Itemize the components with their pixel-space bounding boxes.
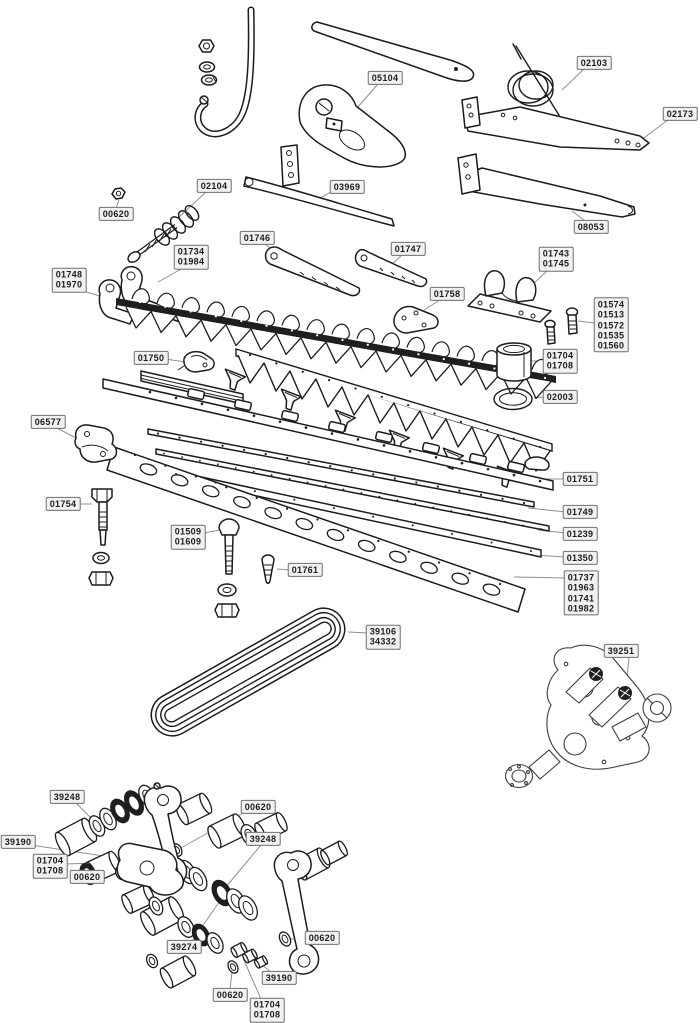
part-label-02003: 02003 (543, 390, 578, 404)
part-label-01350: 01350 (563, 551, 598, 565)
part-label-01749: 01749 (563, 505, 598, 519)
part-label-01509-01609: 01509 01609 (171, 525, 206, 550)
part-label-01239: 01239 (563, 527, 598, 541)
bushing-drawing (497, 343, 531, 381)
part-label-01761: 01761 (288, 563, 323, 577)
inner-shoe-drawing (299, 85, 405, 167)
part-label-00620: 00620 (241, 800, 276, 814)
triangular-plate-drawing (394, 307, 438, 333)
part-label-39251: 39251 (604, 644, 639, 658)
part-label-01758: 01758 (430, 287, 465, 301)
part-label-06577: 06577 (31, 415, 66, 429)
part-label-02173: 02173 (663, 107, 698, 121)
oval-hole-bar-drawing (107, 447, 525, 612)
support-plate-drawing (462, 97, 649, 150)
part-label-01574-01513-01572-01535-01560: 01574 01513 01572 01535 01560 (594, 297, 629, 352)
part-label-39248: 39248 (246, 832, 281, 846)
part-label-00620: 00620 (99, 207, 134, 221)
part-label-00620: 00620 (70, 870, 105, 884)
part-label-05104: 05104 (368, 71, 403, 85)
part-label-00620: 00620 (305, 931, 340, 945)
part-label-01754: 01754 (46, 497, 81, 511)
part-label-01704-01708: 01704 01708 (33, 854, 68, 879)
bolt-pair-drawing (545, 308, 578, 344)
part-label-01704-01708: 01704 01708 (543, 349, 578, 374)
part-label-39274: 39274 (167, 940, 202, 954)
part-label-39106-34332: 39106 34332 (366, 625, 401, 650)
knife-clip-drawing (178, 352, 214, 372)
v-belt-drawing (144, 601, 353, 744)
part-label-01750: 01750 (134, 351, 169, 365)
clamp-bracket-drawing (75, 425, 116, 462)
part-label-01747: 01747 (391, 242, 426, 256)
gearbox-drawing (506, 645, 672, 787)
part-label-02103: 02103 (577, 56, 612, 70)
link-arm-left-drawing (266, 247, 360, 296)
part-label-01751: 01751 (563, 472, 598, 486)
part-label-01748-01970: 01748 01970 (52, 268, 87, 293)
part-label-01737-01963-01741-01982: 01737 01963 01741 01982 (564, 570, 599, 615)
skid-support-drawing (458, 154, 635, 217)
part-label-01734-01984: 01734 01984 (174, 245, 209, 270)
part-label-01743-01745: 01743 01745 (539, 247, 574, 272)
part-label-01746: 01746 (240, 231, 275, 245)
nut-washers-drawing (199, 40, 217, 85)
rivet-drawing (262, 555, 274, 583)
part-label-02104: 02104 (197, 179, 232, 193)
small-nut-drawing (112, 188, 125, 199)
bolt-knife-drawing (215, 519, 239, 617)
part-label-39190: 39190 (262, 971, 297, 985)
bolt-long-drawing (89, 489, 113, 585)
part-label-39190: 39190 (1, 835, 36, 849)
part-label-03969: 03969 (330, 180, 365, 194)
part-label-08053: 08053 (574, 220, 609, 234)
part-label-00620: 00620 (213, 988, 248, 1002)
part-label-01704-01708: 01704 01708 (250, 998, 285, 1023)
part-label-39248: 39248 (50, 790, 85, 804)
